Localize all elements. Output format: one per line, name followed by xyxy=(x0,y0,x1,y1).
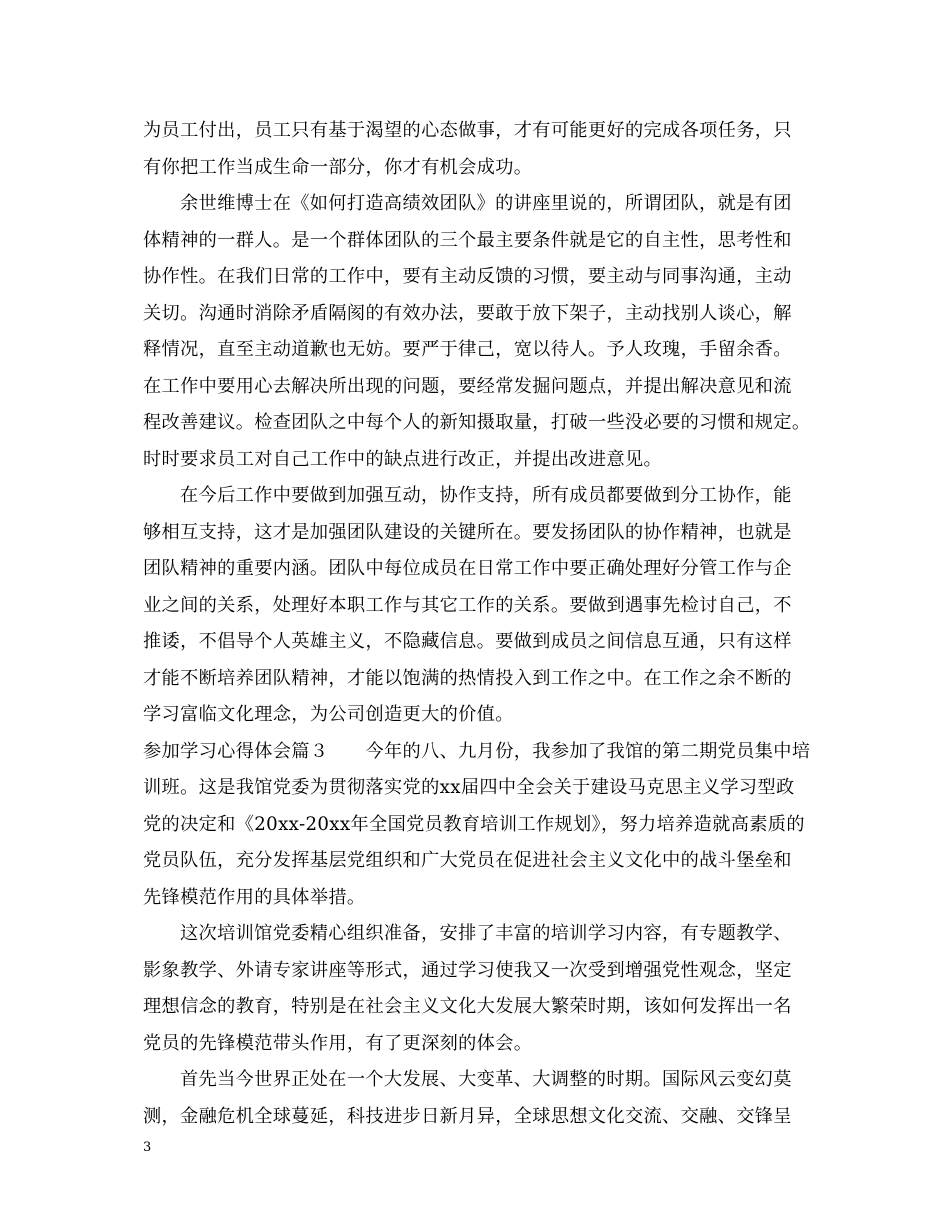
paragraph-start-line: 这次培训馆党委精心组织准备，安排了丰富的培训学习内容，有专题教学、 xyxy=(180,923,792,944)
paragraph-start-line: 余世维博士在《如何打造高绩效团队》的讲座里说的，所谓团队，就是有团 xyxy=(180,193,792,214)
text-line: 影象教学、外请专家讲座等形式，通过学习使我又一次受到增强党性观念，坚定 xyxy=(143,959,792,981)
paragraph-start-line: 首先当今世界正处在一个大发展、大变革、大调整的时期。国际风云变幻莫 xyxy=(180,1069,792,1090)
text-line: 党员队伍，充分发挥基层党组织和广大党员在促进社会主义文化中的战斗堡垒和 xyxy=(143,850,792,871)
text-line: 理想信念的教育，特别是在社会主义文化大发展大繁荣时期，该如何发挥出一名 xyxy=(143,996,792,1017)
body-text xyxy=(143,113,823,1135)
text-line: 时时要求员工对自己工作中的缺点进行改正，并提出改进意见。 xyxy=(143,448,663,470)
text-line: 在工作中要用心去解决所出现的问题，要经常发掘问题点，并提出解决意见和流 xyxy=(143,375,792,397)
section-heading-line: 参加学习心得体会篇３ 今年的八、九月份，我参加了我馆的第二期党员集中培 xyxy=(143,740,811,762)
page-number: 3 xyxy=(143,1140,152,1155)
text-line: 够相互支持，这才是加强团队建设的关键所在。要发扬团队的协作精神，也就是 xyxy=(143,521,792,543)
text-line: 程改善建议。检查团队之中每个人的新知摄取量，打破一些没必要的习惯和规定。 xyxy=(143,412,811,433)
text-line: 业之间的关系，处理好本职工作与其它工作的关系。要做到遇事先检讨自己，不 xyxy=(143,594,792,616)
text-line: 关切。沟通时消除矛盾隔阂的有效办法，要敢于放下架子，主动找别人谈心，解 xyxy=(143,302,792,324)
text-line: 释情况，直至主动道歉也无妨。要严于律己，宽以待人。予人玫瑰，手留余香。 xyxy=(143,339,792,360)
text-line: 党的决定和《20xx-20xx年全国党员教育培训工作规划》，努力培养造就高素质的 xyxy=(143,813,805,835)
text-line: 团队精神的重要内涵。团队中每位成员在日常工作中要正确处理好分管工作与企 xyxy=(143,558,792,579)
text-line: 训班。这是我馆党委为贯彻落实党的xx届四中全会关于建设马克思主义学习型政 xyxy=(143,777,795,798)
text-line: 先锋模范作用的具体举措。 xyxy=(143,886,366,908)
text-line: 才能不断培养团队精神，才能以饱满的热情投入到工作之中。在工作之余不断的 xyxy=(143,667,792,689)
text-line: 协作性。在我们日常的工作中，要有主动反馈的习惯，要主动与同事沟通，主动 xyxy=(143,266,792,287)
text-line: 体精神的一群人。是一个群体团队的三个最主要条件就是它的自主性，思考性和 xyxy=(143,229,792,251)
text-line: 为员工付出，员工只有基于渴望的心态做事，才有可能更好的完成各项任务，只 xyxy=(143,120,792,141)
text-line: 有你把工作当成生命一部分，你才有机会成功。 xyxy=(143,156,533,178)
paragraph-start-line: 在今后工作中要做到加强互动，协作支持，所有成员都要做到分工协作，能 xyxy=(180,485,792,506)
text-line: 推诿，不倡导个人英雄主义，不隐藏信息。要做到成员之间信息互通，只有这样 xyxy=(143,631,792,652)
text-line: 测，金融危机全球蔓延，科技进步日新月异，全球思想文化交流、交融、交锋呈 xyxy=(143,1105,792,1127)
text-line: 党员的先锋模范带头作用，有了更深刻的体会。 xyxy=(143,1032,533,1054)
text-line: 学习富临文化理念，为公司创造更大的价值。 xyxy=(143,704,514,725)
